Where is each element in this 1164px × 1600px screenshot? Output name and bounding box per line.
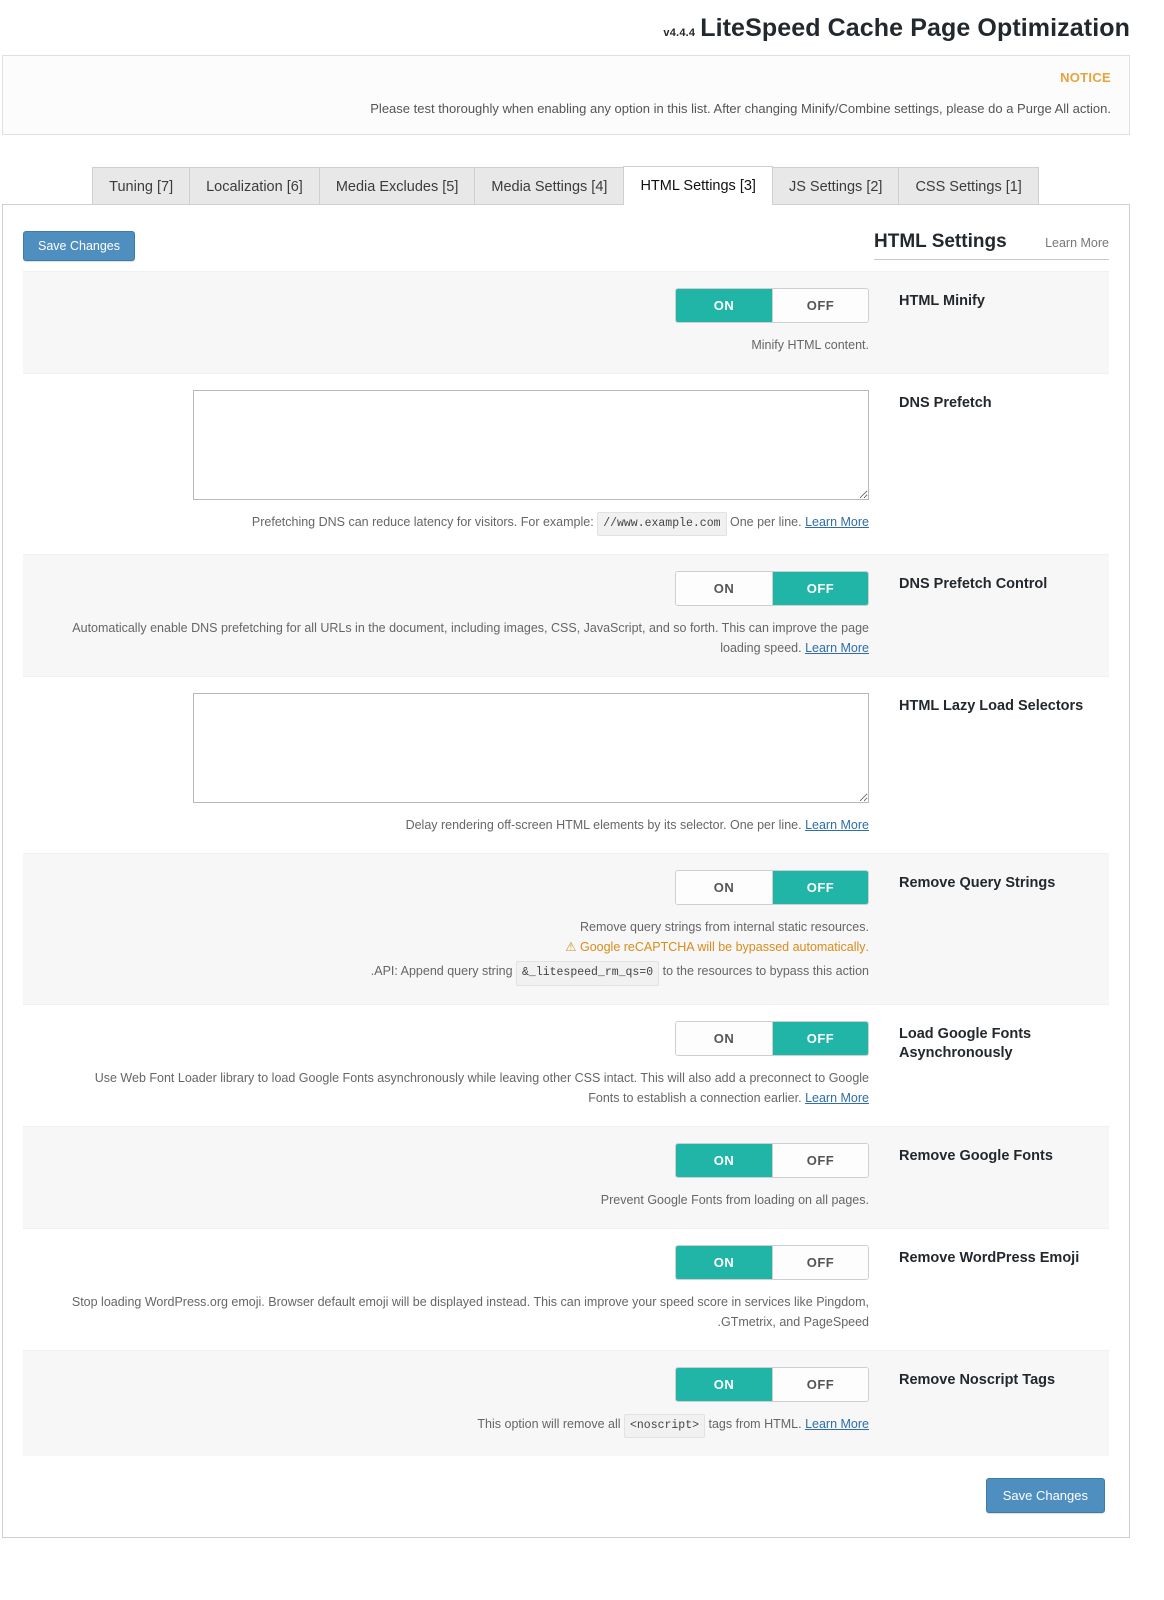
notice-text: .Please test thoroughly when enabling any option in this list. After changing Minify/Combine settings, please do a Purge All action [370,101,1111,116]
setting-row-dns-prefetch [23,373,1109,554]
setting-label-load-google-fonts-async: Load Google Fonts Asynchronously [899,1025,1032,1061]
learn-more-dns-prefetch[interactable]: Learn More [805,515,869,529]
toggle-on-remove-noscript-tags[interactable]: ON [676,1368,772,1401]
setting-desc-dns-prefetch [252,512,869,536]
tab-tuning[interactable]: Tuning [7] [92,167,190,205]
setting-desc-dns-prefetch-control [69,618,869,658]
dns-prefetch-desc-pre: Prefetching DNS can reduce latency for visitors. For example: [251,515,594,529]
setting-row-html-minify [23,271,1109,373]
setting-desc-load-google-fonts-async [69,1068,869,1108]
toggle-load-google-fonts-async[interactable] [675,1021,869,1056]
html-lazy-load-selectors-input[interactable] [193,693,869,803]
setting-row-remove-google-fonts [23,1126,1109,1228]
toggle-off-load-google-fonts-async[interactable]: OFF [772,1022,868,1055]
toggle-off-remove-google-fonts[interactable]: OFF [772,1144,868,1177]
noscript-tag-code: <noscript> [624,1414,705,1438]
toggle-dns-prefetch-control[interactable] [675,571,869,606]
setting-desc-remove-query-strings-api [371,961,869,985]
toggle-off-remove-query-strings[interactable]: OFF [772,871,868,904]
remove-query-strings-warning: .Google reCAPTCHA will be bypassed automatically ⚠ [565,940,869,955]
panel-title: HTML Settings [874,231,1007,252]
remove-query-strings-desc-line1: .Remove query strings from internal static resources [579,920,869,935]
tab-media-excludes[interactable]: Media Excludes [5] [319,167,476,205]
tab-bar [0,165,1164,204]
tab-localization[interactable]: Localization [6] [189,167,320,205]
panel-heading [874,231,1109,260]
learn-more-html-lazy-load[interactable]: Learn More [805,818,869,833]
toggle-remove-google-fonts[interactable] [675,1143,869,1178]
settings-panel [2,204,1130,1538]
remove-query-strings-api-post: to the resources to bypass this action [662,964,869,979]
setting-desc-remove-wordpress-emoji: Stop loading WordPress.org emoji. Browser default emoji will be displayed instead. This can improve your speed score in services like Pingdom, GTmetrix, and PageSpeed. [71,1294,869,1329]
setting-label-html-minify: HTML Minify [899,293,985,309]
tab-css-settings[interactable]: CSS Settings [1] [898,167,1038,205]
notice-label: NOTICE [1060,70,1111,85]
html-lazy-load-desc: Delay rendering off-screen HTML elements by its selector. One per line. [405,818,802,833]
save-button-top[interactable]: Save Changes [23,231,135,261]
toggle-on-html-minify[interactable]: ON [676,289,772,322]
remove-query-strings-api-pre: .API: Append query string [370,964,513,979]
toggle-remove-query-strings[interactable] [675,870,869,905]
setting-label-remove-wordpress-emoji: Remove WordPress Emoji [899,1249,1080,1266]
setting-label-remove-query-strings: Remove Query Strings [899,875,1056,892]
panel-toolbar [23,225,1109,271]
setting-label-dns-prefetch-control: DNS Prefetch Control [899,576,1048,593]
setting-desc-html-minify: .Minify HTML content [751,338,869,352]
setting-row-remove-query-strings [23,853,1109,1003]
toggle-html-minify[interactable] [675,288,869,323]
page-header [0,0,1164,55]
setting-row-load-google-fonts-async [23,1004,1109,1126]
toggle-remove-wordpress-emoji[interactable] [675,1245,869,1280]
setting-label-remove-google-fonts: Remove Google Fonts [899,1147,1053,1164]
toggle-remove-noscript-tags[interactable] [675,1367,869,1402]
toggle-on-remove-wordpress-emoji[interactable]: ON [676,1246,772,1279]
page-title: LiteSpeed Cache Page Optimization [700,14,1130,42]
toggle-on-load-google-fonts-async[interactable]: ON [676,1022,772,1055]
setting-desc-remove-noscript-tags [477,1414,869,1438]
dns-prefetch-desc-post: One per line. [730,515,802,529]
toggle-off-remove-wordpress-emoji[interactable]: OFF [772,1246,868,1279]
save-button-bottom[interactable]: Save Changes [986,1478,1105,1513]
setting-desc-remove-google-fonts: .Prevent Google Fonts from loading on all pages [600,1192,869,1207]
toggle-on-remove-google-fonts[interactable]: ON [676,1144,772,1177]
toggle-off-html-minify[interactable]: OFF [772,289,868,322]
learn-more-dns-prefetch-control[interactable]: Learn More [805,641,869,656]
setting-row-dns-prefetch-control [23,554,1109,676]
tab-js-settings[interactable]: JS Settings [2] [772,167,900,205]
load-google-fonts-async-desc: Use Web Font Loader library to load Google Fonts asynchronously while leaving other CSS intact. This will also add a preconnect to Google Fonts to establish a connection earlier. [94,1070,869,1105]
setting-label-dns-prefetch: DNS Prefetch [899,395,992,411]
toggle-on-dns-prefetch-control[interactable]: ON [676,572,772,605]
dns-prefetch-input[interactable] [193,390,869,500]
remove-noscript-desc-post: tags from HTML. [708,1416,802,1431]
learn-more-remove-noscript-tags[interactable]: Learn More [805,1416,869,1431]
toggle-off-dns-prefetch-control[interactable]: OFF [772,572,868,605]
tab-html-settings[interactable]: HTML Settings [3] [623,166,773,205]
dns-prefetch-example-code: //www.example.com [597,512,726,536]
setting-row-remove-noscript-tags [23,1350,1109,1456]
remove-query-strings-api-code: &_litespeed_rm_qs=0 [516,961,659,985]
toggle-on-remove-query-strings[interactable]: ON [676,871,772,904]
setting-row-remove-wordpress-emoji [23,1228,1109,1350]
tab-media-settings[interactable]: Media Settings [4] [474,167,624,205]
dns-prefetch-control-desc: Automatically enable DNS prefetching for all URLs in the document, including images, CSS, JavaScript, and so forth. This can improve the page loading speed. [72,621,869,656]
panel-footer [23,1456,1109,1513]
version-label: v4.4.4 [663,27,696,39]
toggle-off-remove-noscript-tags[interactable]: OFF [772,1368,868,1401]
learn-more-load-google-fonts-async[interactable]: Learn More [805,1090,869,1105]
setting-label-remove-noscript-tags: Remove Noscript Tags [899,1371,1056,1388]
setting-row-html-lazy-load-selectors [23,676,1109,853]
setting-desc-remove-query-strings [565,917,869,957]
setting-label-html-lazy-load-selectors: HTML Lazy Load Selectors [899,698,1084,715]
remove-noscript-desc-pre: This option will remove all [477,1416,621,1431]
notice-box [2,55,1130,135]
setting-desc-html-lazy-load-selectors [406,815,869,835]
learn-more-link[interactable]: Learn More [1045,236,1109,250]
